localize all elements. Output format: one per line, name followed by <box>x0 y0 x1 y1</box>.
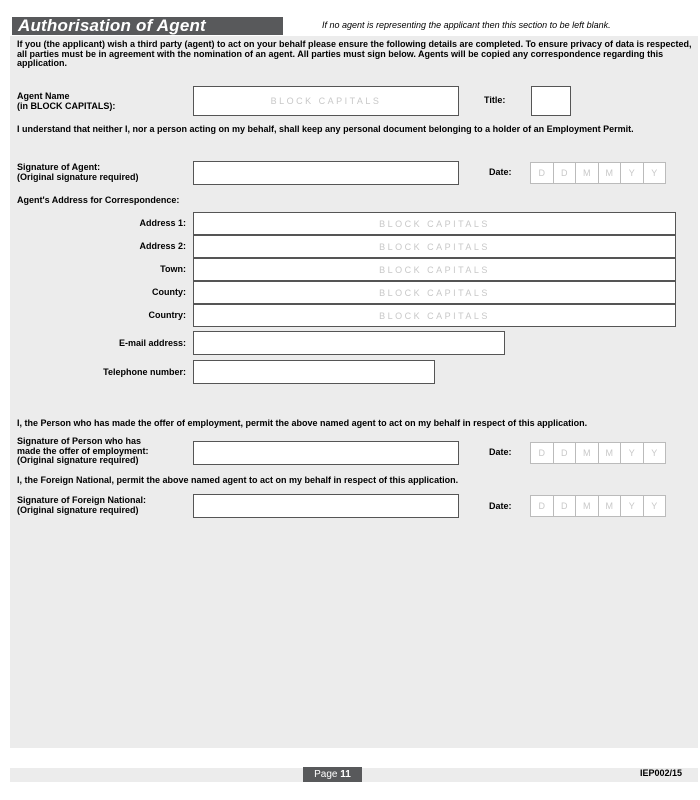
email-label: E-mail address: <box>118 338 186 348</box>
employer-date-label: Date: <box>489 447 512 457</box>
address1-label: Address 1: <box>139 218 186 228</box>
foreign-permission-text: I, the Foreign National, permit the above named agent to act on my behalf in respect of this application. <box>17 475 459 485</box>
date-cell-month-1[interactable]: M <box>575 442 599 464</box>
agent-signature-field[interactable] <box>193 161 459 185</box>
form-code: IEP002/15 <box>640 768 683 778</box>
employer-permission-text: I, the Person who has made the offer of employment, permit the above named agent to act on my behalf in respect of this application. <box>17 418 588 428</box>
address2-input[interactable] <box>193 235 676 258</box>
town-placeholder: BLOCK CAPITALS <box>379 265 490 275</box>
page-word: Page <box>314 769 338 780</box>
agent-date-label: Date: <box>489 167 512 177</box>
date-cell-day-1[interactable]: D <box>530 162 554 184</box>
foreign-date-input[interactable] <box>530 495 665 517</box>
date-cell-year-2[interactable]: Y <box>643 442 667 464</box>
address1-placeholder: BLOCK CAPITALS <box>379 219 490 229</box>
employer-date-input[interactable] <box>530 442 665 464</box>
agent-signature-label-line2: (Original signature required) <box>17 171 139 182</box>
employer-signature-label-line2: made the offer of employment: <box>17 445 149 456</box>
date-cell-day-2[interactable]: D <box>553 442 577 464</box>
county-input[interactable] <box>193 281 676 304</box>
section-title-bar <box>12 17 283 35</box>
title-label: Title: <box>484 95 506 105</box>
town-label: Town: <box>160 264 186 274</box>
foreign-date-label: Date: <box>489 501 512 511</box>
foreign-signature-label-line1: Signature of Foreign National: <box>17 495 147 505</box>
employer-signature-field[interactable] <box>193 441 459 465</box>
form-panel <box>10 36 698 748</box>
agent-name-label-line1: Agent Name <box>17 91 70 101</box>
date-cell-month-1[interactable]: M <box>575 495 599 517</box>
employer-signature-label-line3: (Original signature required) <box>17 455 139 465</box>
date-cell-year-1[interactable]: Y <box>620 442 644 464</box>
agent-name-label <box>17 92 115 111</box>
employer-signature-label <box>17 437 149 466</box>
date-cell-month-2[interactable]: M <box>598 162 622 184</box>
country-label: Country: <box>148 310 186 320</box>
date-cell-year-2[interactable]: Y <box>643 162 667 184</box>
country-placeholder: BLOCK CAPITALS <box>379 311 490 321</box>
country-input[interactable] <box>193 304 676 327</box>
telephone-label: Telephone number: <box>103 367 186 377</box>
page-indicator <box>303 767 362 782</box>
foreign-signature-field[interactable] <box>193 494 459 518</box>
date-cell-month-1[interactable]: M <box>575 162 599 184</box>
blank-section-note: If no agent is representing the applicant then this section to be left blank. <box>322 20 611 30</box>
date-cell-day-2[interactable]: D <box>553 162 577 184</box>
address2-label: Address 2: <box>139 241 186 251</box>
address2-placeholder: BLOCK CAPITALS <box>379 242 490 252</box>
page-number: 11 <box>340 769 351 780</box>
date-cell-day-2[interactable]: D <box>553 495 577 517</box>
section-title: Authorisation of Agent <box>18 16 206 35</box>
agent-date-input[interactable] <box>530 162 665 184</box>
address-heading: Agent's Address for Correspondence: <box>17 195 180 205</box>
title-input[interactable] <box>531 86 571 116</box>
agent-signature-label <box>17 163 139 182</box>
foreign-signature-label-line2: (Original signature required) <box>17 504 139 515</box>
undertaking-text: I understand that neither I, nor a person acting on my behalf, shall keep any personal document belonging to a holder of an Employment Permit. <box>17 124 634 134</box>
agent-name-label-line2: (in BLOCK CAPITALS): <box>17 100 116 111</box>
foreign-signature-label <box>17 496 146 515</box>
date-cell-month-2[interactable]: M <box>598 442 622 464</box>
date-cell-day-1[interactable]: D <box>530 495 554 517</box>
intro-text: If you (the applicant) wish a third party (agent) to act on your behalf please ensure the following details are completed. To ensure privacy of data is respected, all parties must be in agreement with the nomination of an agent. All parties must sign below. Agents will be copied any correspondence regarding this application. <box>17 39 692 68</box>
date-cell-year-1[interactable]: Y <box>620 495 644 517</box>
agent-name-input[interactable] <box>193 86 459 116</box>
agent-signature-label-line1: Signature of Agent: <box>17 162 101 172</box>
telephone-input[interactable] <box>193 360 435 384</box>
date-cell-year-1[interactable]: Y <box>620 162 644 184</box>
email-input[interactable] <box>193 331 505 355</box>
date-cell-day-1[interactable]: D <box>530 442 554 464</box>
address1-input[interactable] <box>193 212 676 235</box>
employer-signature-label-line1: Signature of Person who has <box>17 436 142 446</box>
date-cell-month-2[interactable]: M <box>598 495 622 517</box>
county-placeholder: BLOCK CAPITALS <box>379 288 490 298</box>
date-cell-year-2[interactable]: Y <box>643 495 667 517</box>
agent-name-placeholder: BLOCK CAPITALS <box>270 96 382 106</box>
county-label: County: <box>152 287 186 297</box>
town-input[interactable] <box>193 258 676 281</box>
